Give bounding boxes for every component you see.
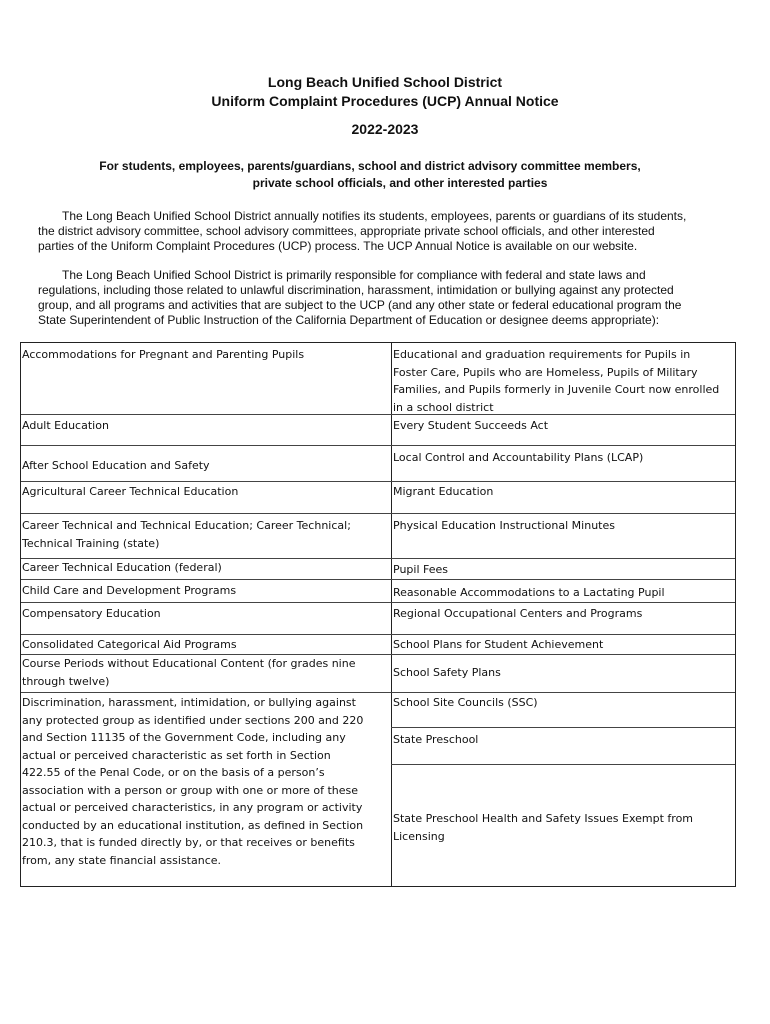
- row-divider: [21, 414, 391, 415]
- row-divider: [391, 558, 735, 559]
- row-divider: [21, 634, 391, 635]
- program-item: Career Technical Education (federal): [22, 561, 222, 574]
- paragraph-line: regulations, including those related to unlawful discrimination, harassment, intimidation or bullying against any protected: [38, 283, 674, 297]
- program-item: Regional Occupational Centers and Programs: [393, 607, 643, 620]
- row-divider: [21, 602, 391, 603]
- paragraph-line: The Long Beach Unified School District is primarily responsible for compliance with federal and state laws and: [62, 268, 646, 282]
- program-item: Every Student Succeeds Act: [393, 419, 549, 432]
- row-divider: [21, 513, 391, 514]
- row-divider: [391, 579, 735, 580]
- notice-title: Uniform Complaint Procedures (UCP) Annual Notice: [211, 93, 559, 109]
- row-divider: [21, 692, 391, 693]
- paragraph-line: group, and all programs and activities that are subject to the UCP (and any other state or federal educational program the: [38, 298, 682, 312]
- program-item: Agricultural Career Technical Education: [22, 485, 239, 498]
- program-item: Accommodations for Pregnant and Parenting Pupils: [22, 348, 305, 361]
- row-divider: [391, 513, 735, 514]
- district-title: Long Beach Unified School District: [267, 74, 503, 90]
- program-item: Adult Education: [22, 419, 109, 432]
- audience-line-1: For students, employees, parents/guardians, school and district advisory committee members,: [99, 159, 641, 173]
- audience-line-2: private school officials, and other interested parties: [252, 176, 548, 190]
- program-item: Child Care and Development Programs: [22, 584, 237, 597]
- program-item: Educational and graduation requirements for Pupils in Foster Care, Pupils who are Homeless, Pupils of Military Families, and Pupils formerly in Juvenile Court now enrolled in a school district: [393, 348, 720, 414]
- program-item: School Safety Plans: [393, 666, 501, 679]
- program-item: Consolidated Categorical Aid Programs: [22, 638, 237, 651]
- paragraph-line: parties of the Uniform Complaint Procedures (UCP) process. The UCP Annual Notice is available on our website.: [38, 239, 638, 253]
- program-item: Reasonable Accommodations to a Lactating Pupil: [393, 586, 665, 599]
- program-item: Migrant Education: [393, 485, 494, 498]
- column-divider: [391, 343, 392, 886]
- program-item: Course Periods without Educational Content (for grades nine through twelve): [22, 657, 356, 688]
- row-divider: [21, 445, 391, 446]
- school-year: 2022-2023: [351, 121, 419, 137]
- program-item: Compensatory Education: [22, 607, 161, 620]
- intro-paragraph: [38, 209, 738, 254]
- program-item: School Plans for Student Achievement: [393, 638, 604, 651]
- row-divider: [21, 579, 391, 580]
- paragraph-line: The Long Beach Unified School District annually notifies its students, employees, parents or guardians of its students,: [62, 209, 687, 223]
- row-divider: [391, 692, 735, 693]
- program-item: Local Control and Accountability Plans (LCAP): [393, 451, 644, 464]
- responsibility-paragraph: [38, 268, 738, 328]
- row-divider: [391, 602, 735, 603]
- program-item: Pupil Fees: [393, 563, 448, 576]
- program-item: Career Technical and Technical Education; Career Technical; Technical Training (state): [22, 519, 351, 550]
- paragraph-line: the district advisory committee, school advisory committees, appropriate private school officials, and other interested: [38, 224, 655, 238]
- paragraph-line: State Superintendent of Public Instruction of the California Department of Education or designee deems appropriate):: [38, 313, 660, 327]
- program-item: After School Education and Safety: [22, 459, 210, 472]
- row-divider: [391, 445, 735, 446]
- program-item: Physical Education Instructional Minutes: [393, 519, 615, 532]
- program-item: Discrimination, harassment, intimidation, or bullying against any protected group as identified under sections 200 and 220 and Section 11135 of the Government Code, including any actual or perceived characteristic as set forth in Section 422.55 of the Penal Code, or on the basis of a person’s association with a person or group with one or more of these actual or perceived characteristics, in any program or activity conducted by an educational institution, as defined in Section 210.3, that is funded directly by, or that receives or benefits from, any state financial assistance.: [22, 696, 364, 867]
- row-divider: [391, 764, 735, 765]
- program-item: School Site Councils (SSC): [393, 696, 538, 709]
- row-divider: [391, 634, 735, 635]
- row-divider: [21, 481, 391, 482]
- program-item: State Preschool Health and Safety Issues Exempt from Licensing: [393, 812, 694, 843]
- row-divider: [391, 654, 735, 655]
- row-divider: [391, 727, 735, 728]
- row-divider: [391, 481, 735, 482]
- program-item: State Preschool: [393, 733, 479, 746]
